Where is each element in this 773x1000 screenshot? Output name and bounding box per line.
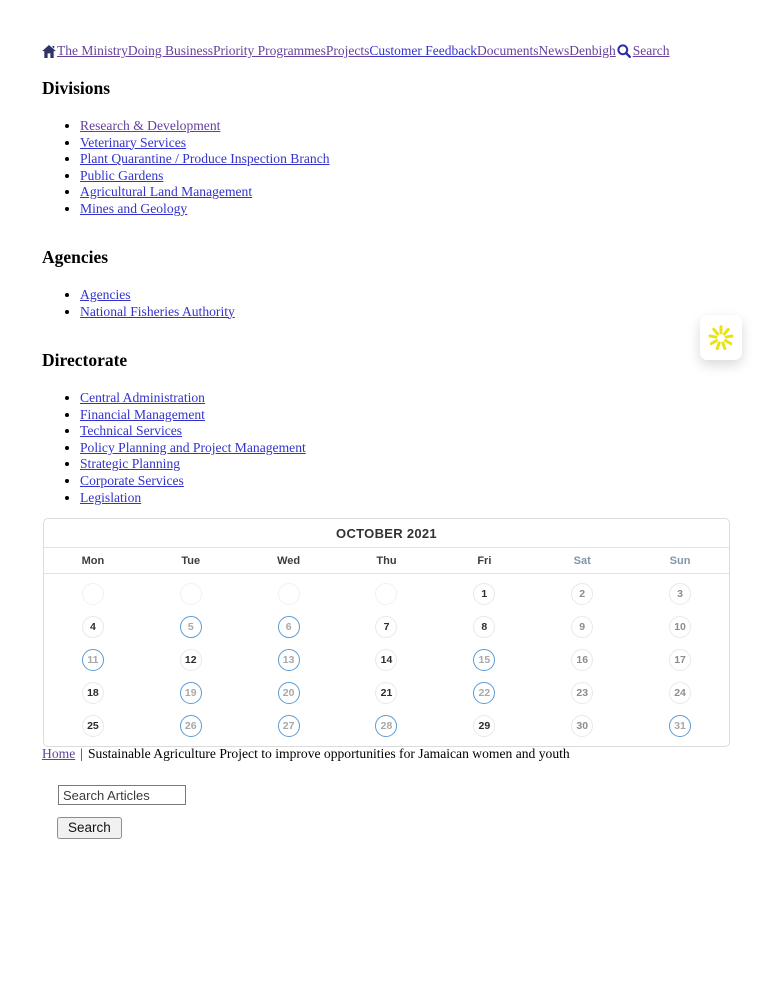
nav-link-priority-programmes[interactable]: Priority Programmes <box>213 43 326 58</box>
list-item <box>80 407 692 424</box>
list-item <box>80 473 692 490</box>
search-button[interactable]: Search <box>57 817 122 839</box>
home-icon[interactable] <box>42 45 56 58</box>
calendar-grid <box>44 574 729 746</box>
section-title: Directorate <box>42 350 128 370</box>
calendar-day-7: 7 <box>375 616 397 638</box>
calendar-day-12: 12 <box>180 649 202 671</box>
nav-link-denbigh[interactable]: Denbigh <box>569 43 616 58</box>
calendar-day-headers <box>44 548 729 574</box>
list-item <box>80 201 692 218</box>
calendar-week-row <box>44 643 729 676</box>
calendar-day-18: 18 <box>82 682 104 704</box>
list-item <box>80 490 692 507</box>
section-divisions <box>42 78 692 218</box>
calendar-day-15[interactable]: 15 <box>473 649 495 671</box>
section-list <box>42 118 692 218</box>
calendar-empty-day <box>180 583 202 605</box>
calendar-cell <box>375 583 397 605</box>
calendar-day-31[interactable]: 31 <box>669 715 691 737</box>
calendar-week-row <box>44 709 729 742</box>
calendar-cell <box>669 583 691 605</box>
link-plant-quarantine-produce-inspection-branch[interactable]: Plant Quarantine / Produce Inspection Branch <box>80 151 330 167</box>
calendar-cell <box>375 616 397 638</box>
calendar-cell <box>571 616 593 638</box>
link-central-administration[interactable]: Central Administration <box>80 390 205 405</box>
calendar-day-3: 3 <box>669 583 691 605</box>
link-public-gardens[interactable]: Public Gardens <box>80 167 164 183</box>
top-nav <box>42 43 669 59</box>
nav-link-customer-feedback[interactable]: Customer Feedback <box>369 43 477 58</box>
breadcrumb-separator: | <box>80 746 83 761</box>
nav-link-documents[interactable]: Documents <box>477 43 539 58</box>
calendar-day-25: 25 <box>82 715 104 737</box>
link-strategic-planning[interactable]: Strategic Planning <box>80 456 181 472</box>
calendar-cell <box>571 649 593 671</box>
calendar-day-17: 17 <box>669 649 691 671</box>
calendar-day-6[interactable]: 6 <box>278 616 300 638</box>
link-legislation[interactable]: Legislation <box>80 489 142 505</box>
calendar-day-1: 1 <box>473 583 495 605</box>
calendar-cell <box>180 583 202 605</box>
calendar-day-2: 2 <box>571 583 593 605</box>
breadcrumb <box>42 746 570 762</box>
calendar-cell <box>82 583 104 605</box>
link-corporate-services[interactable]: Corporate Services <box>80 472 184 488</box>
calendar-cell <box>473 682 495 704</box>
link-research-development[interactable]: Research & Development <box>80 118 221 133</box>
floating-widget-button[interactable] <box>700 315 742 360</box>
section-list <box>42 390 692 506</box>
calendar-cell <box>180 649 202 671</box>
nav-link-search[interactable]: Search <box>632 43 670 58</box>
calendar-cell <box>278 682 300 704</box>
calendar-day-21: 21 <box>375 682 397 704</box>
list-item <box>80 287 692 304</box>
breadcrumb-page-title: Sustainable Agriculture Project to improve opportunities for Jamaican women and youth <box>87 746 570 761</box>
day-header-sun: Sun <box>669 554 691 567</box>
calendar-day-29: 29 <box>473 715 495 737</box>
calendar-day-13[interactable]: 13 <box>278 649 300 671</box>
list-item <box>80 118 692 135</box>
calendar-cell <box>278 583 300 605</box>
calendar-week-row <box>44 577 729 610</box>
calendar-cell <box>571 682 593 704</box>
day-header-sat: Sat <box>573 554 591 567</box>
link-agricultural-land-management[interactable]: Agricultural Land Management <box>80 184 253 200</box>
calendar-cell <box>82 649 104 671</box>
link-financial-management[interactable]: Financial Management <box>80 406 205 422</box>
day-header-thu: Thu <box>376 554 397 567</box>
calendar-week-row <box>44 610 729 643</box>
link-technical-services[interactable]: Technical Services <box>80 423 183 439</box>
event-calendar <box>43 518 730 747</box>
calendar-cell <box>278 649 300 671</box>
calendar-day-9: 9 <box>571 616 593 638</box>
calendar-day-30: 30 <box>571 715 593 737</box>
sunburst-icon <box>706 323 736 353</box>
nav-link-news[interactable]: News <box>538 43 570 58</box>
calendar-cell <box>669 682 691 704</box>
search-articles-input[interactable] <box>58 785 186 805</box>
calendar-day-27[interactable]: 27 <box>278 715 300 737</box>
link-policy-planning-and-project-management[interactable]: Policy Planning and Project Management <box>80 439 306 455</box>
list-item <box>80 168 692 185</box>
calendar-empty-day <box>82 583 104 605</box>
calendar-day-20[interactable]: 20 <box>278 682 300 704</box>
day-header-wed: Wed <box>277 554 301 567</box>
calendar-cell <box>571 715 593 737</box>
top-nav-search <box>616 43 670 59</box>
calendar-day-26[interactable]: 26 <box>180 715 202 737</box>
calendar-cell <box>180 715 202 737</box>
calendar-day-4: 4 <box>82 616 104 638</box>
list-item <box>80 304 692 321</box>
calendar-day-16: 16 <box>571 649 593 671</box>
search-icon[interactable] <box>617 44 631 58</box>
calendar-cell <box>375 649 397 671</box>
calendar-cell <box>571 583 593 605</box>
calendar-day-8: 8 <box>473 616 495 638</box>
list-item <box>80 184 692 201</box>
calendar-cell <box>473 715 495 737</box>
calendar-cell <box>669 616 691 638</box>
section-title: Divisions <box>42 78 111 98</box>
calendar-cell <box>375 682 397 704</box>
section-agencies <box>42 247 692 320</box>
list-item <box>80 423 692 440</box>
top-nav-links <box>57 43 616 59</box>
day-header-mon: Mon <box>81 554 105 567</box>
list-item <box>80 135 692 152</box>
calendar-title: OCTOBER 2021 <box>44 519 729 548</box>
calendar-day-14: 14 <box>375 649 397 671</box>
calendar-cell <box>669 649 691 671</box>
day-header-fri: Fri <box>477 554 492 567</box>
calendar-cell <box>278 616 300 638</box>
nav-link-projects[interactable]: Projects <box>325 43 370 58</box>
calendar-day-19[interactable]: 19 <box>180 682 202 704</box>
calendar-empty-day <box>278 583 300 605</box>
link-national-fisheries-authority[interactable]: National Fisheries Authority <box>80 303 235 319</box>
section-title: Agencies <box>42 247 109 267</box>
calendar-cell <box>375 715 397 737</box>
breadcrumb-home-link[interactable]: Home <box>42 746 76 761</box>
list-item <box>80 456 692 473</box>
calendar-week-row <box>44 676 729 709</box>
list-item <box>80 151 692 168</box>
calendar-cell <box>278 715 300 737</box>
calendar-cell <box>669 715 691 737</box>
calendar-cell <box>473 616 495 638</box>
calendar-day-23: 23 <box>571 682 593 704</box>
link-agencies[interactable]: Agencies <box>80 287 131 302</box>
link-veterinary-services[interactable]: Veterinary Services <box>80 134 187 150</box>
calendar-cell <box>473 649 495 671</box>
calendar-day-28[interactable]: 28 <box>375 715 397 737</box>
calendar-cell <box>473 583 495 605</box>
day-header-tue: Tue <box>181 554 201 567</box>
calendar-day-5[interactable]: 5 <box>180 616 202 638</box>
link-mines-and-geology[interactable]: Mines and Geology <box>80 200 188 216</box>
list-item <box>80 390 692 407</box>
calendar-cell <box>82 715 104 737</box>
calendar-day-24: 24 <box>669 682 691 704</box>
calendar-cell <box>82 682 104 704</box>
calendar-day-11[interactable]: 11 <box>82 649 104 671</box>
calendar-empty-day <box>375 583 397 605</box>
nav-link-doing-business[interactable]: Doing Business <box>127 43 214 58</box>
nav-link-the-ministry[interactable]: The Ministry <box>57 43 128 58</box>
calendar-day-10: 10 <box>669 616 691 638</box>
calendar-cell <box>180 616 202 638</box>
section-list <box>42 287 692 320</box>
section-directorate <box>42 350 692 506</box>
calendar-cell <box>82 616 104 638</box>
calendar-cell <box>180 682 202 704</box>
list-item <box>80 440 692 457</box>
calendar-day-22[interactable]: 22 <box>473 682 495 704</box>
